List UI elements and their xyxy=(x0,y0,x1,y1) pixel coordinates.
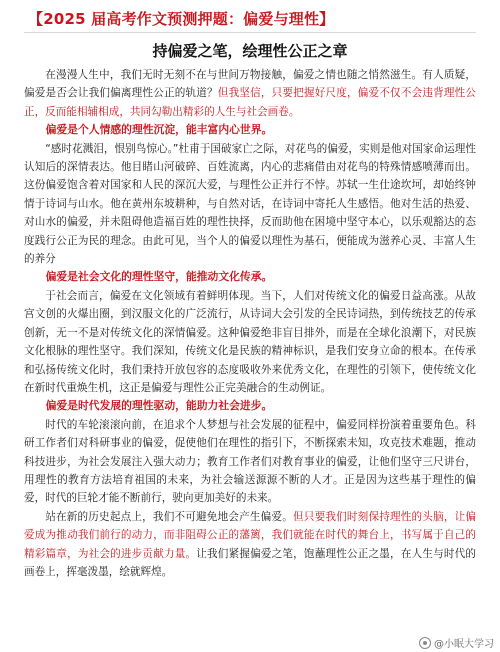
intro-text: 在漫漫人生中，我们无时无刻不在与世间万物接触，偏爱之情也随之悄然滋生。有人质疑，偏爱是否会让我们偏离理性公正的轨道？ xyxy=(24,69,476,100)
section-paragraph-2: 于社会而言，偏爱在文化领域有着鲜明体现。当下，人们对传统文化的偏爱日益高涨。从故宫文创的火爆出圈，到汉服文化的广泛流行，从诗词大会引发的全民诗词热，到传统技艺的传承创新，无一不是对传统文化的深情偏爱。这种偏爱绝非盲目排外，而是在全球化浪潮下，对民族文化根脉的理性坚守。我们深知，传统文化是民族的精神标识，是我们安身立命的根本。在传承和弘扬传统文化时，我们秉持开放包容的态度吸收外来优秀文化，在理性的引领下，使传统文化在新时代重焕生机，这正是偏爱与理性公正完美融合的生动例证。 xyxy=(24,289,476,394)
watermark-logo-icon xyxy=(419,637,431,649)
watermark xyxy=(419,635,494,650)
header-title: 【2025 届高考作文预测押题：偏爱与理性】 xyxy=(28,9,335,28)
conclusion-paragraph xyxy=(24,508,476,582)
intro-thesis: 但我坚信，只要把握好尺度，偏爱不仅不会违背理性公正，反而能相辅相成，共同勾勒出精彩的人生与社会画卷。 xyxy=(24,87,477,118)
essay-body xyxy=(24,66,476,581)
section-heading-2: 偏爱是社会文化的理性坚守，能推动文化传承。 xyxy=(45,270,273,284)
watermark-text: @小眠大学习 xyxy=(434,639,494,650)
section-paragraph-1: “感时花溅泪，恨别鸟惊心。”杜甫于国破家亡之际，对花鸟的偏爱，实则是他对国家命运理性认知后的深情表达。他目睹山河破碎、百姓流离，内心的悲痛借由对花鸟的特殊情感喷薄而出。这份偏爱饱含着对国家和人民的深沉大爱，与理性公正并行不悖。苏轼一生仕途坎坷，却始终钟情于诗词与山水。他在黄州东坡耕种，与自然对话，在诗词中寄托人生感悟。他对生活的热爱、对山水的偏爱，并未阻碍他造福百姓的理性抉择，反而助他在困境中坚守本心，以乐观豁达的态度践行公正为民的理念。由此可见，当个人的偏爱以理性为基石，便能成为滋养心灵、丰富人生的养分 xyxy=(24,142,476,266)
essay-title: 持偏爱之笔，绘理性公正之章 xyxy=(152,42,348,60)
intro-paragraph xyxy=(24,66,476,121)
conclusion-text-1: 站在新的历史起点上，我们不可避免地会产生偏爱。 xyxy=(45,510,294,523)
section-heading-1: 偏爱是个人情感的理性沉淀，能丰富内心世界。 xyxy=(45,123,273,137)
header-divider xyxy=(24,32,476,33)
conclusion-highlight: 但只要我们时刻保持理性的头脑，让偏爱成为推动我们前行的动力，而非阻碍公正的藩篱，我们就能在时代的舞台上，书写属于自己的精彩篇章，为社会的进步贡献力量。 xyxy=(24,510,477,560)
section-paragraph-3: 时代的车轮滚滚向前，在追求个人梦想与社会发展的征程中，偏爱同样扮演着重要角色。科研工作者们对科研事业的偏爱，促使他们在理性的指引下，不断探索未知，攻克技术难题，推动科技进步，为社会发展注入强大动力；教育工作者们对教育事业的偏爱，让他们坚守三尺讲台，用理性的教育方法培育祖国的未来，为社会输送源源不断的人才。正是因为这些基于理性的偏爱，时代的巨轮才能不断前行，驶向更加美好的未来。 xyxy=(24,418,476,505)
header-banner xyxy=(0,4,500,32)
conclusion-text-2: 让我们紧握偏爱之笔，饱蘸理性公正之墨，在人生与时代的画卷上，挥毫泼墨，绘就辉煌。 xyxy=(24,547,477,578)
section-heading-3: 偏爱是时代发展的理性驱动，能助力社会进步。 xyxy=(45,399,273,413)
